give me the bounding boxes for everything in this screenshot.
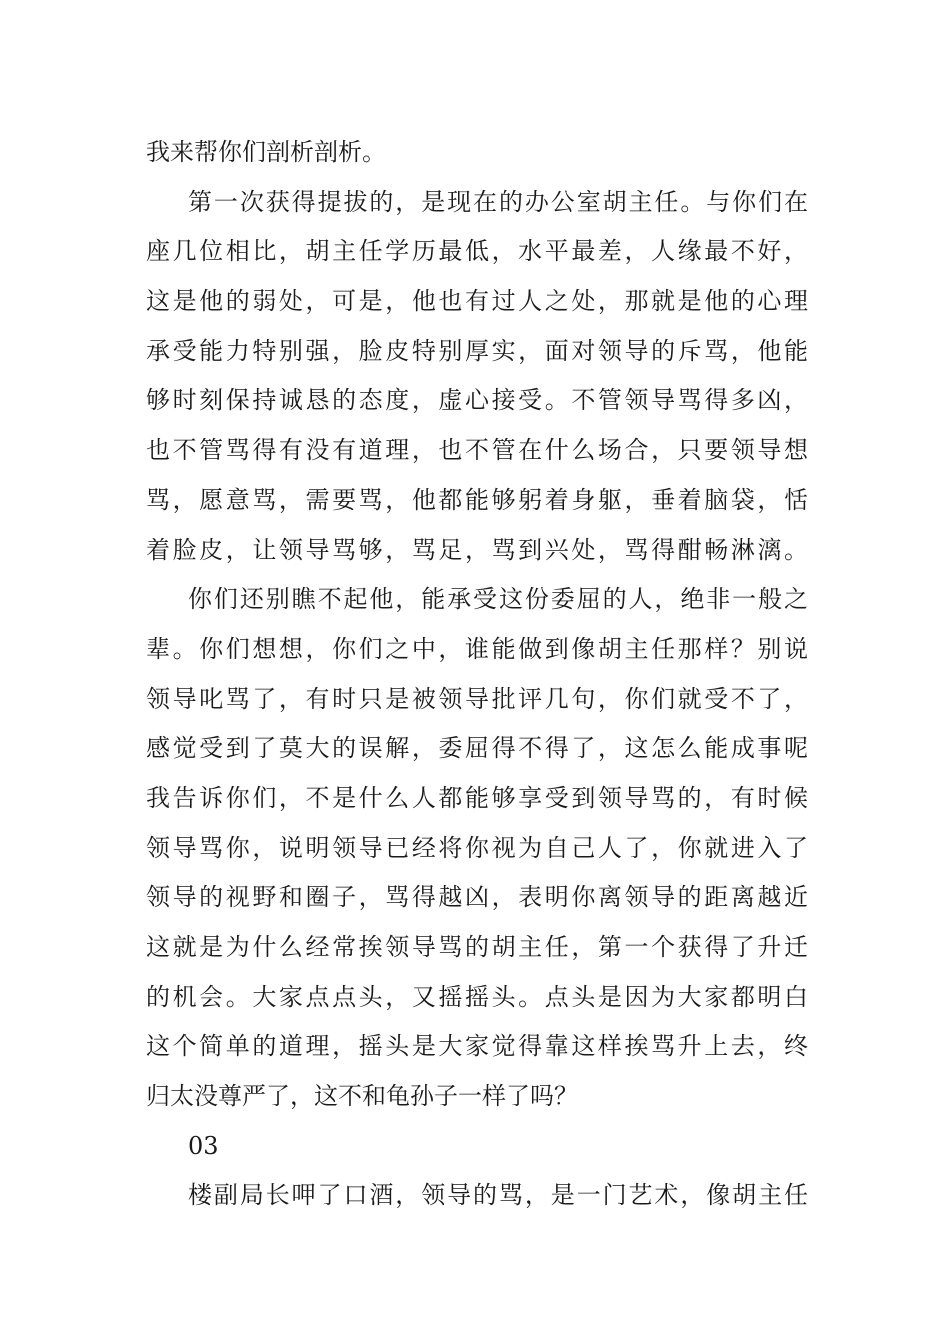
text-line: 这个简单的道理，摇头是大家觉得靠这样挨骂升上去，终 xyxy=(146,1032,808,1061)
paragraph-first-line: 第一次获得提拔的，是现在的办公室胡主任。与你们在 xyxy=(188,187,808,216)
text-line: 辈。你们想想，你们之中，谁能做到像胡主任那样？别说 xyxy=(146,634,808,663)
text-line: 着脸皮，让领导骂够，骂足，骂到兴处，骂得酣畅淋漓。 xyxy=(146,535,808,564)
text-line: 我告诉你们，不是什么人都能够享受到领导骂的，有时候 xyxy=(146,783,808,812)
text-line: 这就是为什么经常挨领导骂的胡主任，第一个获得了升迁 xyxy=(146,933,808,961)
paragraph-first-line: 你们还别瞧不起他，能承受这份委屈的人，绝非一般之 xyxy=(188,585,808,614)
paragraph-first-line: 楼副局长呷了口酒，领导的骂，是一门艺术，像胡主任 xyxy=(188,1181,808,1210)
section-number: 03 xyxy=(188,1131,219,1160)
text-line: 领导骂你，说明领导已经将你视为自己人了，你就进入了 xyxy=(146,833,808,862)
text-line: 也不管骂得有没有道理，也不管在什么场合，只要领导想 xyxy=(146,436,808,465)
text-line: 我来帮你们剖析剖析。 xyxy=(146,138,386,166)
text-line: 骂，愿意骂，需要骂，他都能够躬着身躯，垂着脑袋，恬 xyxy=(146,485,808,514)
document-page xyxy=(146,128,808,1221)
text-line: 的机会。大家点点头，又摇摇头。点头是因为大家都明白 xyxy=(146,982,808,1011)
text-line: 承受能力特别强，脸皮特别厚实，面对领导的斥骂，他能 xyxy=(146,336,808,365)
text-line: 座几位相比，胡主任学历最低，水平最差，人缘最不好， xyxy=(146,237,808,266)
text-line: 领导的视野和圈子，骂得越凶，表明你离领导的距离越近 xyxy=(146,883,808,912)
text-line: 这是他的弱处，可是，他也有过人之处，那就是他的心理 xyxy=(146,287,808,316)
text-line: 感觉受到了莫大的误解，委屈得不得了，这怎么能成事呢 xyxy=(146,734,808,763)
text-line: 够时刻保持诚恳的态度，虚心接受。不管领导骂得多凶， xyxy=(146,386,808,415)
text-line: 归太没尊严了，这不和龟孙子一样了吗？ xyxy=(146,1082,578,1111)
text-line: 领导叱骂了，有时只是被领导批评几句，你们就受不了， xyxy=(146,684,808,713)
